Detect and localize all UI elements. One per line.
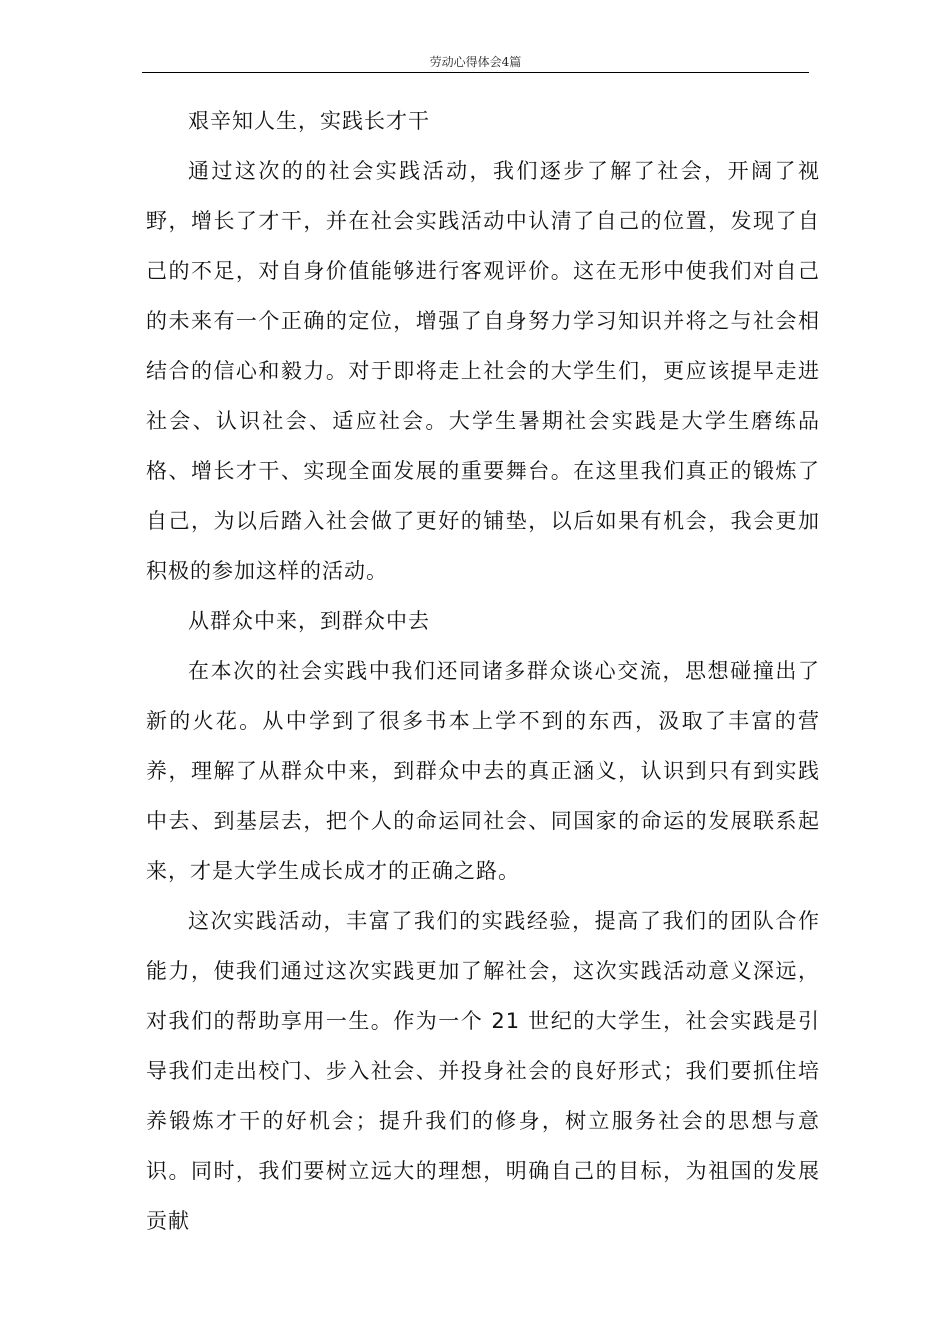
section-heading: 艰辛知人生，实践长才干	[188, 109, 430, 133]
section-heading: 从群众中来，到群众中去	[188, 609, 430, 633]
body-paragraph: 在本次的社会实践中我们还同诸多群众谈心交流，思想碰撞出了新的火花。从中学到了很多书本上学不到的东西，汲取了丰富的营养，理解了从群众中来，到群众中去的真正涵义，认识到只有到实践中去、到基层去，把个人的命运同社会、同国家的命运的发展联系起来，才是大学生成长成才的正确之路。	[146, 659, 820, 883]
body-paragraph: 通过这次的的社会实践活动，我们逐步了解了社会，开阔了视野，增长了才干，并在社会实践活动中认清了自己的位置，发现了自己的不足，对自身价值能够进行客观评价。这在无形中使我们对自己的未来有一个正确的定位，增强了自身努力学习知识并将之与社会相结合的信心和毅力。对于即将走上社会的大学生们，更应该提早走进社会、认识社会、适应社会。大学生暑期社会实践是大学生磨练品格、增长才干、实现全面发展的重要舞台。在这里我们真正的锻炼了自己，为以后踏入社会做了更好的铺垫，以后如果有机会，我会更加积极的参加这样的活动。	[146, 159, 820, 583]
page-header-title: 劳动心得体会4篇	[429, 55, 522, 69]
body-paragraph: 这次实践活动，丰富了我们的实践经验，提高了我们的团队合作能力，使我们通过这次实践更加了解社会，这次实践活动意义深远，对我们的帮助享用一生。作为一个 21 世纪的大学生，社会实践是引导我们走出校门、步入社会、并投身社会的良好形式；我们要抓住培养锻炼才干的好机会；提升我们的修身，树立服务社会的思想与意识。同时，我们要树立远大的理想，明确自己的目标，为祖国的发展贡献	[146, 909, 820, 1233]
header-divider	[142, 72, 809, 73]
document-body	[146, 96, 820, 1246]
